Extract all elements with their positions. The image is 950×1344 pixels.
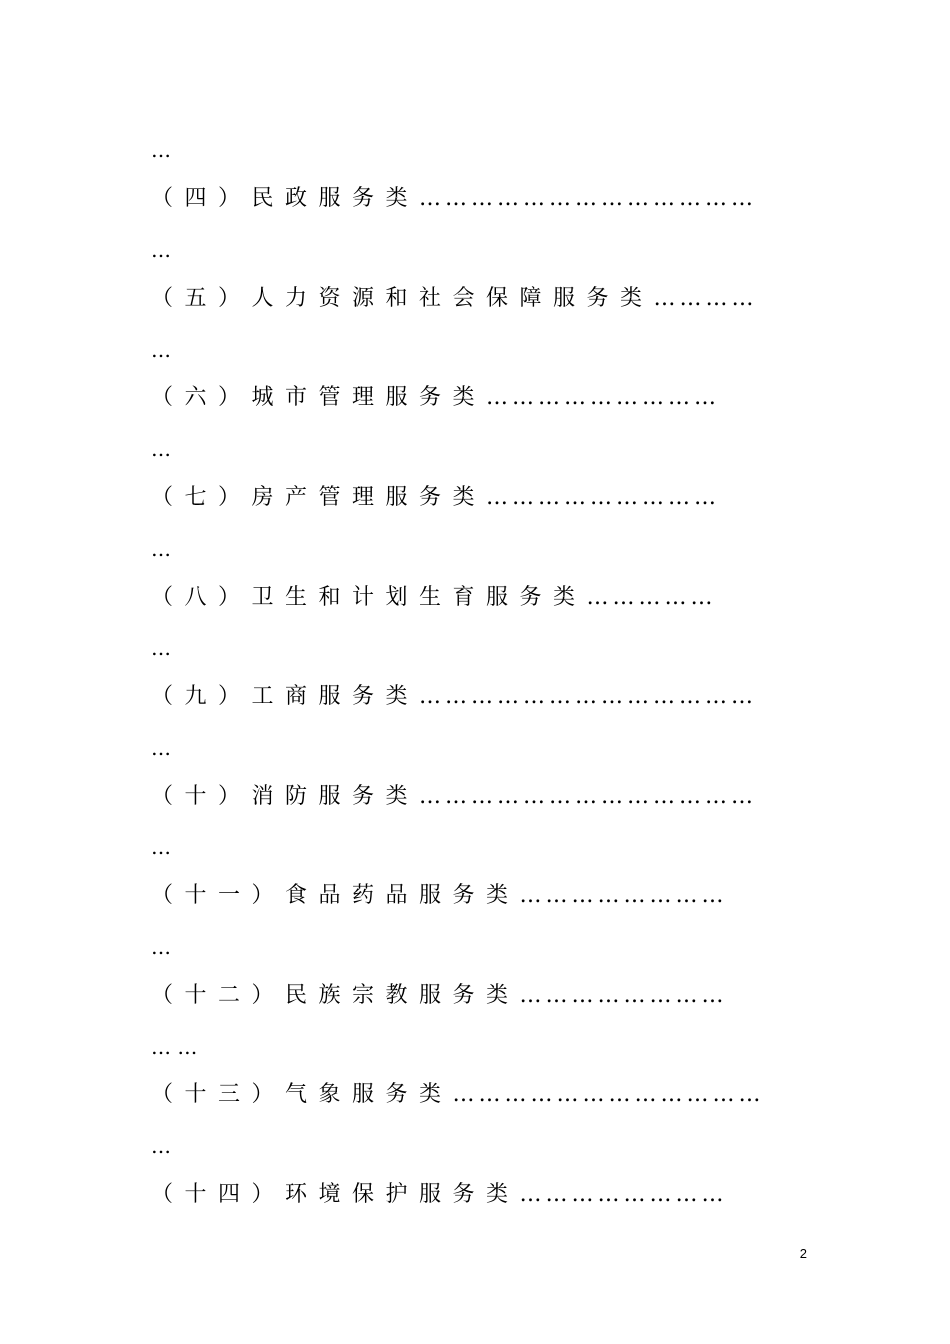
- toc-continuation: …: [151, 736, 171, 760]
- toc-entry-title: （十）消防服务类: [151, 784, 420, 809]
- toc-entry[interactable]: [151, 383, 801, 413]
- toc-continuation: …: [151, 437, 171, 461]
- toc-leader: ……………………: [519, 883, 728, 908]
- toc-entry[interactable]: [151, 881, 801, 911]
- toc-continuation: …: [151, 238, 171, 262]
- toc-entry[interactable]: [151, 583, 801, 613]
- toc-entry[interactable]: [151, 682, 801, 712]
- toc-entry-title: （七）房产管理服务类: [151, 485, 487, 510]
- toc-continuation: …: [151, 537, 171, 561]
- toc-entry[interactable]: [151, 1180, 801, 1210]
- toc-continuation: …: [151, 338, 171, 362]
- toc-entry-title: （九）工商服务类: [151, 684, 420, 709]
- toc-leader: ……………………: [519, 983, 728, 1008]
- toc-leader: …………………………………: [419, 784, 758, 809]
- toc-entry-title: （八）卫生和计划生育服务类: [151, 585, 587, 610]
- toc-entry-title: （十一）食品药品服务类: [151, 883, 520, 908]
- toc-leader: …………………………………: [419, 186, 758, 211]
- toc-leader: ……………………: [519, 1182, 728, 1207]
- toc-leader: ………………………: [486, 385, 721, 410]
- toc-entry-title: （十四）环境保护服务类: [151, 1182, 520, 1207]
- toc-entry[interactable]: [151, 981, 801, 1011]
- toc-continuation: …: [151, 636, 171, 660]
- toc-leader: ……………: [586, 585, 717, 610]
- toc-continuation: …: [151, 138, 171, 162]
- toc-leader: …………: [653, 286, 758, 311]
- toc-entry[interactable]: [151, 1080, 801, 1110]
- toc-entry-title: （十三）气象服务类: [151, 1082, 453, 1107]
- toc-continuation: …: [151, 1134, 171, 1158]
- toc-entry[interactable]: [151, 284, 801, 314]
- toc-entry-title: （五）人力资源和社会保障服务类: [151, 286, 654, 311]
- toc-continuation: …: [151, 935, 171, 959]
- toc-entry[interactable]: [151, 483, 801, 513]
- toc-entry[interactable]: [151, 782, 801, 812]
- toc-continuation: … …: [151, 1035, 198, 1059]
- page-number: 2: [799, 1246, 807, 1261]
- toc-entry[interactable]: [151, 184, 801, 214]
- toc-continuation: …: [151, 835, 171, 859]
- toc-entry-title: （六）城市管理服务类: [151, 385, 487, 410]
- toc-leader: …………………………………: [419, 684, 758, 709]
- toc-leader: ………………………………: [452, 1082, 765, 1107]
- toc-entry-title: （十二）民族宗教服务类: [151, 983, 520, 1008]
- toc-leader: ………………………: [486, 485, 721, 510]
- toc-entry-title: （四）民政服务类: [151, 186, 420, 211]
